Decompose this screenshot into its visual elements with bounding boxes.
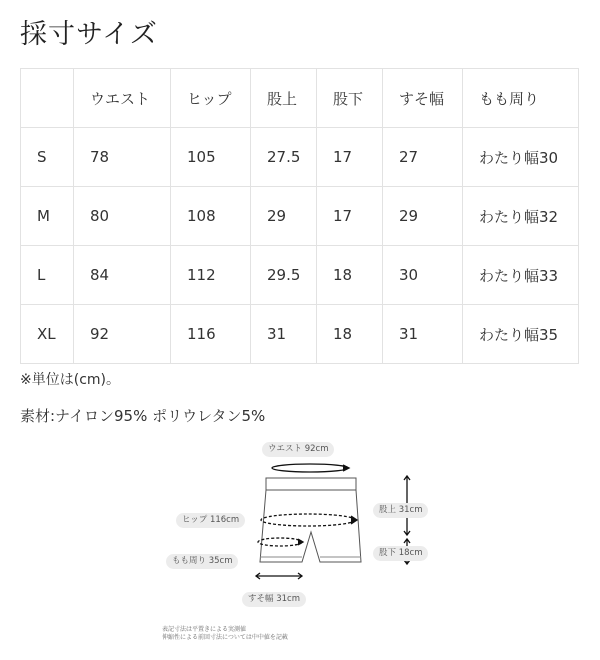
thigh-label: もも周り 35cm <box>166 554 238 569</box>
waistband-outline <box>266 478 356 490</box>
table-cell-size: M <box>21 187 74 246</box>
table-header-cell: 股上 <box>251 69 317 128</box>
table-header-cell: 股下 <box>317 69 383 128</box>
table-row <box>21 305 579 364</box>
shorts-illustration <box>150 432 450 647</box>
size-table <box>20 68 579 364</box>
measurement-diagram <box>150 432 450 647</box>
table-cell: 18 <box>317 305 383 364</box>
table-cell: 29 <box>383 187 463 246</box>
table-cell: 17 <box>317 187 383 246</box>
hip-label: ヒップ 116cm <box>176 513 245 528</box>
table-cell: 29.5 <box>251 246 317 305</box>
fine-print-line-1: 表記寸法は平置きによる実測値 <box>162 626 247 633</box>
table-cell-size: S <box>21 128 74 187</box>
hem-label: すそ幅 31cm <box>242 592 306 607</box>
table-cell: 30 <box>383 246 463 305</box>
table-cell: わたり幅30 <box>463 128 579 187</box>
table-row <box>21 128 579 187</box>
table-cell-size: XL <box>21 305 74 364</box>
table-header-cell <box>21 69 74 128</box>
table-cell: 31 <box>251 305 317 364</box>
table-cell: 18 <box>317 246 383 305</box>
table-cell-size: L <box>21 246 74 305</box>
table-cell: 108 <box>171 187 251 246</box>
thigh-measure-loop <box>258 538 302 546</box>
table-cell: わたり幅32 <box>463 187 579 246</box>
table-cell: 29 <box>251 187 317 246</box>
table-cell: 105 <box>171 128 251 187</box>
table-cell: 27.5 <box>251 128 317 187</box>
table-row <box>21 187 579 246</box>
waist-label: ウエスト 92cm <box>262 442 334 457</box>
material-text: 素材:ナイロン95% ポリウレタン5% <box>20 407 266 425</box>
table-cell: 92 <box>74 305 171 364</box>
table-cell: 27 <box>383 128 463 187</box>
table-cell: 31 <box>383 305 463 364</box>
page-title: 採寸サイズ <box>20 19 158 50</box>
inseam-label: 股下 18cm <box>373 546 428 561</box>
table-header-row <box>21 69 579 128</box>
rise-label: 股上 31cm <box>373 503 428 518</box>
table-header-cell: ウエスト <box>74 69 171 128</box>
table-cell: わたり幅33 <box>463 246 579 305</box>
fine-print-line-2: 伸縮性による前回寸法については中中値を記載 <box>162 634 288 641</box>
table-cell: 84 <box>74 246 171 305</box>
table-cell: 80 <box>74 187 171 246</box>
table-header-cell: もも周り <box>463 69 579 128</box>
table-header-cell: すそ幅 <box>383 69 463 128</box>
table-cell: 78 <box>74 128 171 187</box>
waist-measure-loop <box>272 464 348 472</box>
table-header-cell: ヒップ <box>171 69 251 128</box>
table-cell: 112 <box>171 246 251 305</box>
table-row <box>21 246 579 305</box>
table-cell: わたり幅35 <box>463 305 579 364</box>
table-cell: 116 <box>171 305 251 364</box>
unit-note: ※単位は(cm)。 <box>20 372 120 388</box>
hip-measure-loop <box>261 514 355 526</box>
table-cell: 17 <box>317 128 383 187</box>
